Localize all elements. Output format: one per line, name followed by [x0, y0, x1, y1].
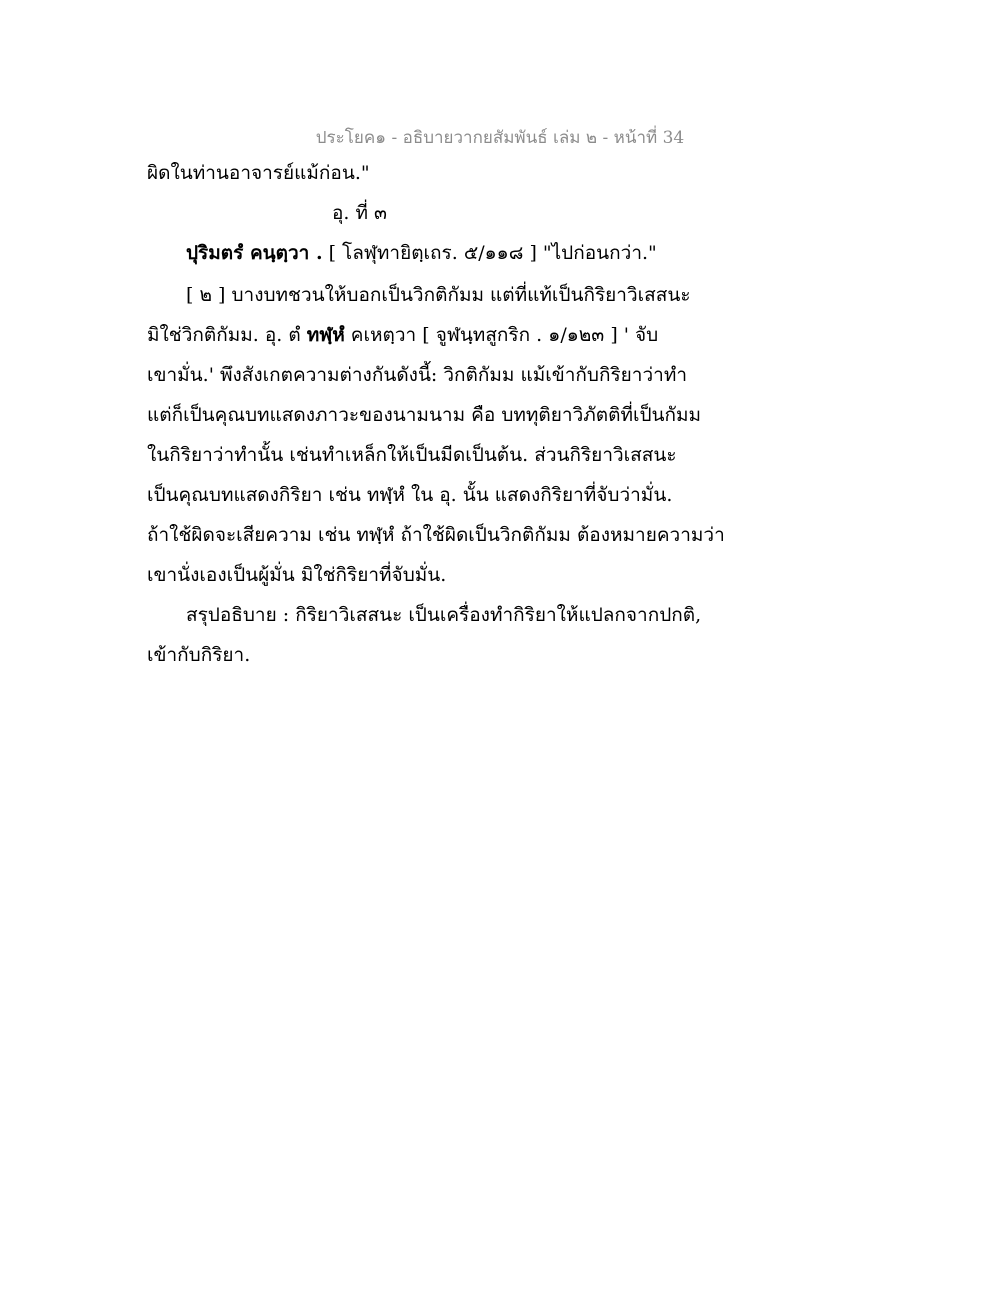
pali-term: ทฬฺหํ: [306, 324, 345, 346]
text-segment: มิใช่วิกติกัมม. อุ. ตํ: [147, 324, 307, 346]
summary-line: สรุปอธิบาย : กิริยาวิเสสนะ เป็นเครื่องทำกิริยาให้แปลกจากปกติ,: [186, 604, 702, 626]
example-line: [186, 240, 786, 266]
summary-line: เข้ากับกิริยา.: [147, 644, 251, 666]
paragraph-line: [147, 322, 747, 348]
paragraph-line: ในกิริยาว่าทำนั้น เช่นทำเหล็กให้เป็นมีดเป็นต้น. ส่วนกิริยาวิเสสนะ: [147, 444, 677, 466]
paragraph-line: เป็นคุณบทแสดงกิริยา เช่น ทฬฺหํ ใน อุ. นั้น แสดงกิริยาที่จับว่ามั่น.: [147, 484, 673, 506]
paragraph-line: เขานั่งเองเป็นผู้มั่น มิใช่กิริยาที่จับมั่น.: [147, 564, 447, 586]
running-header: ประโยค๑ - อธิบายวากยสัมพันธ์ เล่ม ๒ - หน้าที่ 34: [315, 128, 685, 148]
paragraph-line: [ ๒ ] บางบทชวนให้บอกเป็นวิกติกัมม แต่ที่แท้เป็นกิริยาวิเสสนะ: [186, 284, 691, 306]
text-line: ผิดในท่านอาจารย์แม้ก่อน.": [147, 162, 370, 184]
text-segment: คเหตฺวา [ จูฬนฺทสูกริก . ๑/๑๒๓ ] ' จับ: [344, 324, 659, 346]
paragraph-line: เขามั่น.' พึงสังเกตความต่างกันดังนี้: วิกติกัมม แม้เข้ากับกิริยาว่าทำ: [147, 364, 688, 386]
paragraph-line: แต่ก็เป็นคุณบทแสดงภาวะของนามนาม คือ บททุติยาวิภัตติที่เป็นกัมม: [147, 404, 702, 426]
paragraph-line: ถ้าใช้ผิดจะเสียความ เช่น ทฬฺหํ ถ้าใช้ผิดเป็นวิกติกัมม ต้องหมายความว่า: [147, 524, 725, 546]
example-reference: [ โลฬุทายิตฺเถร. ๕/๑๑๘ ] "ไปก่อนกว่า.": [322, 242, 657, 264]
example-heading: อุ. ที่ ๓: [332, 202, 388, 224]
pali-term: ปุริมตรํ คนฺตฺวา .: [186, 242, 323, 264]
